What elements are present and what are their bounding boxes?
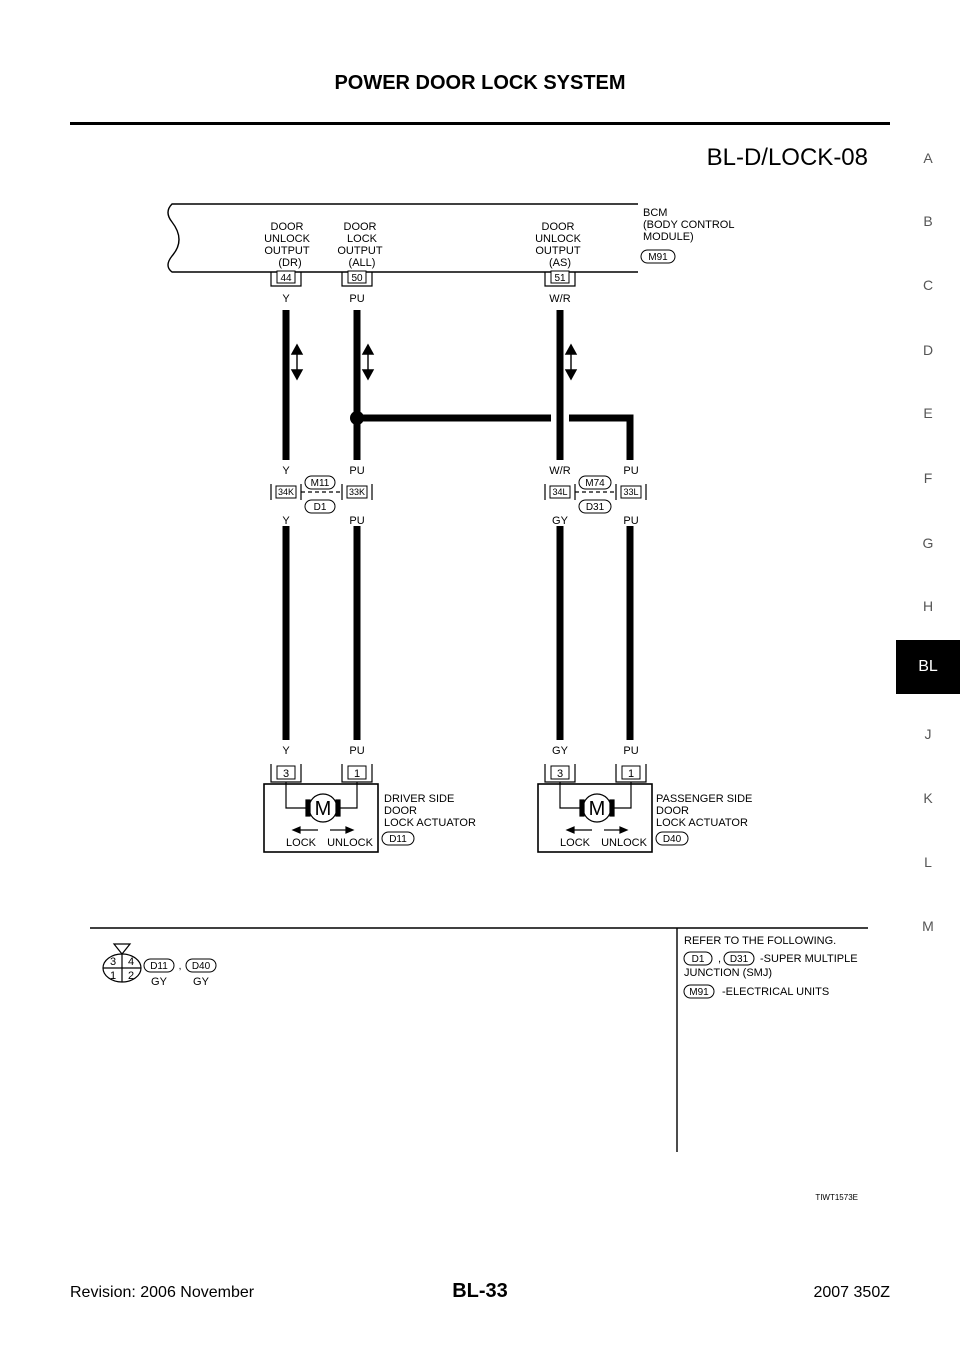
page-title: POWER DOOR LOCK SYSTEM xyxy=(334,72,626,94)
ref-separator: , xyxy=(718,953,722,965)
svg-text:3: 3 xyxy=(282,768,290,780)
svg-text:Y: Y xyxy=(282,293,290,305)
output-dr-line2: UNLOCK xyxy=(264,233,310,245)
bcm-label xyxy=(643,207,734,243)
svg-text:D11: D11 xyxy=(150,961,168,972)
svg-text:1: 1 xyxy=(109,970,117,982)
bcm-label-line2: (BODY CONTROL xyxy=(643,219,735,231)
svg-text:M: M xyxy=(314,798,332,820)
output-as-line1: DOOR xyxy=(541,221,575,233)
wire-pu-branch xyxy=(357,418,630,460)
svg-text:51: 51 xyxy=(554,273,566,284)
side-tab-f[interactable]: F xyxy=(923,470,933,486)
svg-text:D31: D31 xyxy=(585,502,605,513)
svg-text:W/R: W/R xyxy=(549,293,571,305)
output-as-line3: OUTPUT xyxy=(535,245,581,257)
svg-text:LOCK: LOCK xyxy=(286,837,316,849)
svg-text:3: 3 xyxy=(109,956,117,968)
svg-text:DOOR: DOOR xyxy=(656,805,689,817)
ref-text-smj-2: JUNCTION (SMJ) xyxy=(684,967,772,979)
splice-dot xyxy=(350,411,364,425)
joint-m74-ids xyxy=(552,478,638,513)
legend-connectors xyxy=(150,961,210,988)
refer-title: REFER TO THE FOLLOWING. xyxy=(684,935,837,947)
svg-text:LOCK ACTUATOR: LOCK ACTUATOR xyxy=(384,817,476,829)
svg-text:3: 3 xyxy=(556,768,564,780)
svg-text:Y: Y xyxy=(282,745,290,757)
svg-text:Y: Y xyxy=(282,465,290,477)
output-dr-line4: (DR) xyxy=(278,257,302,269)
svg-text:Y: Y xyxy=(282,515,290,527)
svg-text:,: , xyxy=(178,961,182,972)
side-tab-a[interactable]: A xyxy=(923,150,933,166)
signal-arrows xyxy=(292,345,576,379)
bcm-pin-boxes xyxy=(277,271,569,283)
bcm-output-labels xyxy=(264,221,582,269)
svg-text:LOCK: LOCK xyxy=(560,837,590,849)
bcm-label-line1: BCM xyxy=(643,207,668,219)
svg-text:LOCK ACTUATOR: LOCK ACTUATOR xyxy=(656,817,748,829)
svg-text:33L: 33L xyxy=(623,487,639,497)
output-all-line2: LOCK xyxy=(347,233,377,245)
output-dr-line1: DOOR xyxy=(270,221,304,233)
connector-face-icon xyxy=(103,944,141,982)
output-as-line2: UNLOCK xyxy=(535,233,581,245)
figure-code: TIWT1573E xyxy=(815,1193,858,1202)
wires xyxy=(286,310,630,740)
svg-text:33K: 33K xyxy=(348,487,366,497)
svg-text:PU: PU xyxy=(349,515,365,527)
footer-page-number: BL-33 xyxy=(452,1280,508,1302)
svg-text:1: 1 xyxy=(627,768,635,780)
driver-wire-labels xyxy=(282,745,364,757)
svg-text:PU: PU xyxy=(349,465,365,477)
passenger-actuator-label xyxy=(656,793,752,829)
joint-m11-ids xyxy=(278,478,365,513)
side-tab-l[interactable]: L xyxy=(924,854,932,870)
passenger-connector-id: D40 xyxy=(662,834,682,845)
svg-text:PU: PU xyxy=(623,465,639,477)
side-tab-c[interactable]: C xyxy=(922,277,934,293)
bcm-pins xyxy=(271,272,575,286)
output-all-line3: OUTPUT xyxy=(337,245,383,257)
side-tab-k[interactable]: K xyxy=(923,790,933,806)
svg-text:GY: GY xyxy=(193,976,209,988)
side-tab-bl[interactable]: BL xyxy=(896,640,960,694)
ref-text-electrical: -ELECTRICAL UNITS xyxy=(722,986,830,998)
side-tab-m[interactable]: M xyxy=(922,918,934,934)
output-dr-line3: OUTPUT xyxy=(264,245,310,257)
svg-text:W/R: W/R xyxy=(549,465,571,477)
svg-text:34K: 34K xyxy=(277,487,295,497)
svg-text:4: 4 xyxy=(127,956,135,968)
ref-id-d31: D31 xyxy=(729,954,749,965)
svg-text:50: 50 xyxy=(351,273,363,284)
driver-connector-id: D11 xyxy=(389,834,407,845)
svg-text:PASSENGER SIDE: PASSENGER SIDE xyxy=(656,793,753,805)
footer-model: 2007 350Z xyxy=(813,1284,890,1301)
svg-text:1: 1 xyxy=(353,768,361,780)
svg-text:PU: PU xyxy=(349,745,365,757)
svg-text:44: 44 xyxy=(280,273,292,284)
footer-revision: Revision: 2006 November xyxy=(70,1284,255,1301)
svg-text:DOOR: DOOR xyxy=(384,805,417,817)
bcm-wire-colors xyxy=(282,293,570,305)
svg-text:GY: GY xyxy=(552,745,568,757)
svg-text:PU: PU xyxy=(349,293,365,305)
bcm-connector-id: M91 xyxy=(648,252,668,263)
diagram-id: BL-D/LOCK-08 xyxy=(706,144,868,171)
ref-id-m91: M91 xyxy=(689,987,709,998)
svg-text:UNLOCK: UNLOCK xyxy=(601,837,647,849)
bcm-pin-numbers xyxy=(280,273,566,284)
ref-id-d1: D1 xyxy=(691,954,705,965)
output-as-line4: (AS) xyxy=(549,257,571,269)
driver-actuator-label xyxy=(384,793,476,829)
svg-text:GY: GY xyxy=(552,515,568,527)
svg-text:PU: PU xyxy=(623,515,639,527)
svg-text:DRIVER SIDE: DRIVER SIDE xyxy=(384,793,455,805)
side-tab-e[interactable]: E xyxy=(923,405,933,421)
side-tab-h[interactable]: H xyxy=(922,598,934,614)
svg-text:M11: M11 xyxy=(310,478,330,489)
passenger-wire-labels xyxy=(552,745,639,757)
svg-text:D1: D1 xyxy=(313,502,327,513)
svg-text:M74: M74 xyxy=(585,478,605,489)
bcm-label-line3: MODULE) xyxy=(643,231,694,243)
side-tab-j[interactable]: J xyxy=(924,726,932,742)
svg-text:M: M xyxy=(588,798,606,820)
svg-text:GY: GY xyxy=(151,976,167,988)
svg-text:34L: 34L xyxy=(552,487,568,497)
svg-text:UNLOCK: UNLOCK xyxy=(327,837,373,849)
svg-text:2: 2 xyxy=(127,970,135,982)
side-tab-d[interactable]: D xyxy=(922,342,934,358)
output-all-line4: (ALL) xyxy=(348,257,376,269)
side-tab-g[interactable]: G xyxy=(922,535,934,551)
svg-text:PU: PU xyxy=(623,745,639,757)
svg-text:D40: D40 xyxy=(191,961,211,972)
output-all-line1: DOOR xyxy=(343,221,377,233)
ref-text-smj-1: -SUPER MULTIPLE xyxy=(760,953,858,965)
side-tab-b[interactable]: B xyxy=(923,213,933,229)
